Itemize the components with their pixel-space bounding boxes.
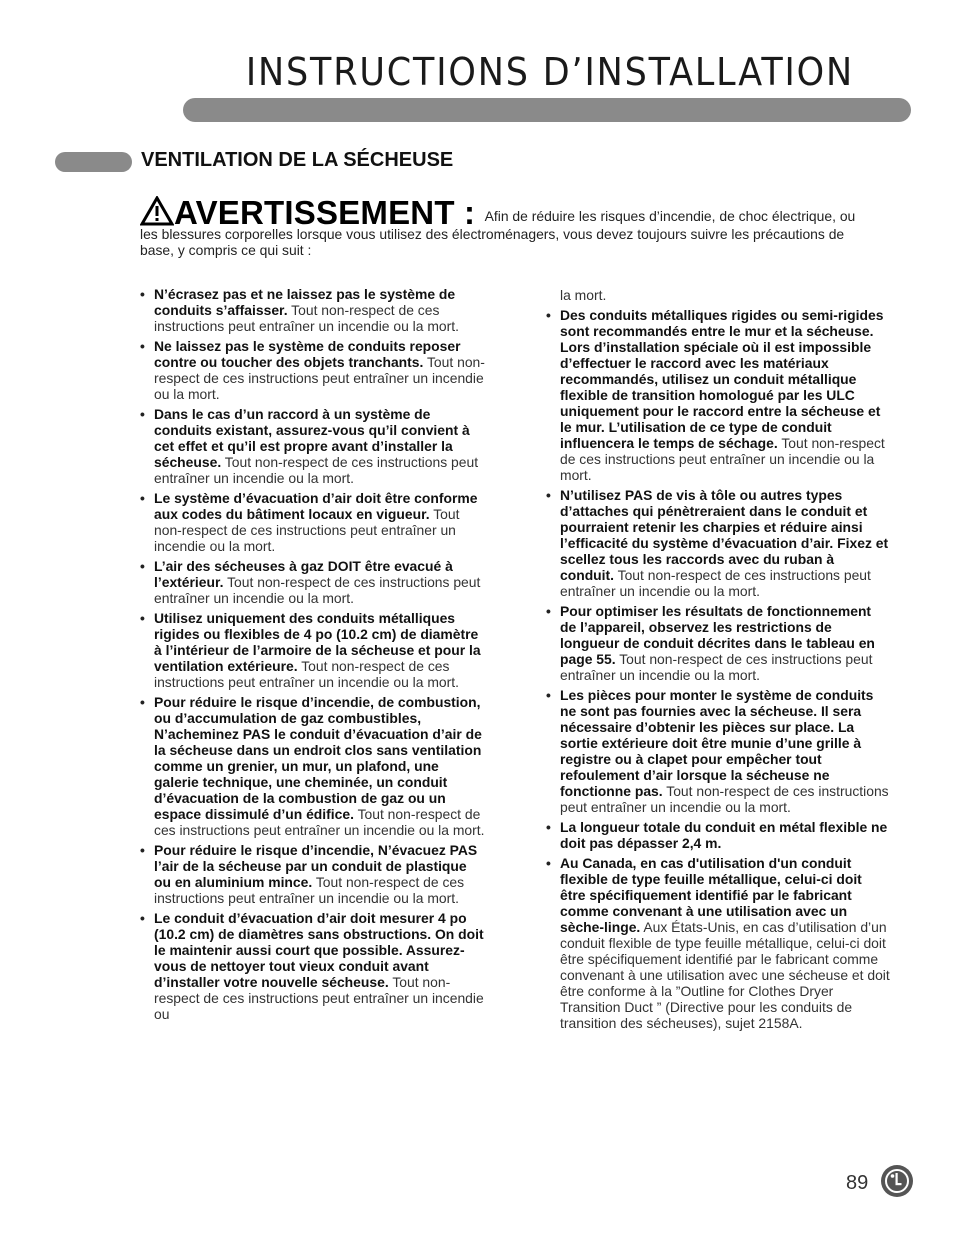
right-column [546,287,891,1035]
page-title: INSTRUCTIONS D’INSTALLATION [245,50,854,94]
section-title: VENTILATION DE LA SÉCHEUSE [141,149,454,171]
lg-logo-icon [880,1164,914,1198]
list-item: • Pour optimiser les résultats de fonctionnement de l’appareil, observez les restrictions de longueur de conduit décrites dans le tableau en page 55. Tout non-respect de ces instructions peut entraîner un incendie ou la mort. [546,603,875,683]
section-marker [55,152,132,172]
list-item: • N’écrasez pas et ne laissez pas le système de conduits s’affaisser. Tout non-respect de ces instructions peut entraîner un incendie ou la mort. [140,286,459,334]
continued-text: la mort. [560,287,607,303]
list-item: • Des conduits métalliques rigides ou semi-rigides sont recommandés entre le mur et la sécheuse. Lors d’installation spéciale où il est impossible d’effectuer le raccord avec les matériaux recommandés, utilisez un conduit métallique flexible de transition homologué par les ULC uniquement pour le raccord entre la sécheuse et le mur. L’utilisation de ce type de conduit influencera le temps de séchage. Tout non-respect de ces instructions peut entraîner un incendie ou la mort. [546,307,885,483]
list-item: • Le système d’évacuation d’air doit être conforme aux codes du bâtiment locaux en vigueur. Tout non-respect de ces instructions peut entraîner un incendie ou la mort. [140,490,478,554]
list-item: • N’utilisez PAS de vis à tôle ou autres types d’attaches qui pénètreraient dans le conduit et pourraient retenir les charpies et réduire ainsi l’efficacité du système d’évacuation d’air. Fixez et scellez tous les raccords avec du ruban à conduit. Tout non-respect de ces instructions peut entraîner un incendie ou la mort. [546,487,889,599]
warning-label: AVERTISSEMENT : [174,194,476,231]
list-item: • L’air des sécheuses à gaz DOIT être evacué à l’extérieur. Tout non-respect de ces instructions peut entraîner un incendie ou la mort. [140,558,481,606]
warning-block [140,196,875,258]
list-item: • Le conduit d’évacuation d’air doit mesurer 4 po (10.2 cm) de diamètres sans obstructions. On doit le maintenir aussi court que possible. Assurez-vous de nettoyer tout vieux conduit avant d’installer votre nouvelle sécheuse. Tout non-respect de ces instructions peut entraîner un incendie ou [140,910,484,1022]
warning-triangle-icon [140,196,174,226]
list-item: • Au Canada, en cas d'utilisation d'un conduit flexible de type feuille métallique, celui-ci doit être spécifiquement identifié par le fabricant comme convenant à une utilisation avec un sèche-linge. Aux États-Unis, en cas d’utilisation d’un conduit flexible de type feuille métallique, celui-ci doit être spécifiquement identifié par le fabricant comme convenant à une utilisation avec une sécheuse et doit être conforme à la ”Outline for Clothes Dryer Transition Duct ” (Directive pour les conduits de transition des sécheuses), sujet 2158A. [546,855,890,1031]
list-item: • La longueur totale du conduit en métal flexible ne doit pas dépasser 2,4 m. [546,819,888,851]
page-number: 89 [846,1172,869,1194]
list-item: • Les pièces pour monter le système de conduits ne sont pas fournies avec la sécheuse. Il sera nécessaire d’obtenir les pièces sur place. La sortie extérieure doit être munie d’une grille à registre ou à clapet pour empêcher tout refoulement d’air lorsque la sécheuse ne fonctionne pas. Tout non-respect de ces instructions peut entraîner un incendie ou la mort. [546,687,889,815]
list-item: • Pour réduire le risque d’incendie, N’évacuez PAS l’air de la sécheuse par un conduit de plastique ou en aluminium mince. Tout non-respect de ces instructions peut entraîner un incendie ou la mort. [140,842,478,906]
list-item: • Pour réduire le risque d’incendie, de combustion, ou d’accumulation de gaz combustibles, N’acheminez PAS le conduit d’évacuation d’air de la sécheuse dans un endroit clos sans ventilation comme un grenier, un mur, un plafond, une galerie technique, une cheminée, un conduit d’évacuation de la combustion de gaz ou un espace dissimulé d’un édifice. Tout non-respect de ces instructions peut entraîner un incendie ou la mort. [140,694,485,838]
list-item: • Dans le cas d’un raccord à un système de conduits existant, assurez-vous qu’il convient à cet effet et qu’il est propre avant d’installer la sécheuse. Tout non-respect de ces instructions peut entraîner un incendie ou la mort. [140,406,479,486]
list-item: • Ne laissez pas le système de conduits reposer contre ou toucher des objets tranchants. Tout non-respect de ces instructions peut entraîner un incendie ou la mort. [140,338,485,402]
warning-text: Afin de réduire les risques d’incendie, de choc électrique, ou les blessures corporelles lorsque vous utilisez des électroménagers, vous devez toujours suivre les précautions de base, y compris ce qui suit : [140,208,856,258]
list-item: • Utilisez uniquement des conduits métalliques rigides ou flexibles de 4 po (10.2 cm) de diamètre à l’intérieur de l’armoire de la sécheuse et pour la ventilation extérieure. Tout non-respect de ces instructions peut entraîner un incendie ou la mort. [140,610,481,690]
title-bar [183,98,911,122]
left-column [140,286,485,1026]
